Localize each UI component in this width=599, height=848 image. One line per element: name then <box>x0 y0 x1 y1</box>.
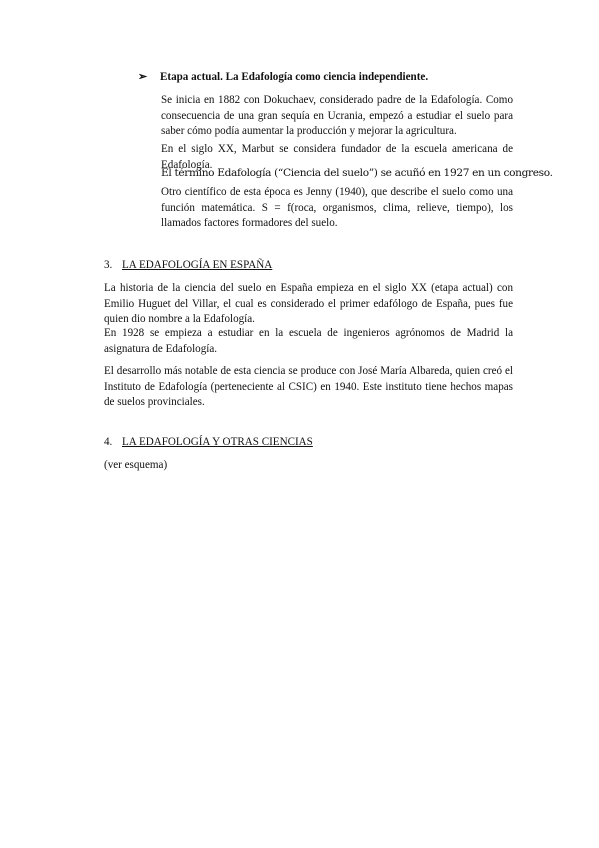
note-ver-esquema: (ver esquema) <box>104 459 168 471</box>
section-heading-4 <box>104 435 313 450</box>
bullet-heading-text: Etapa actual. La Edafología como ciencia independiente. <box>160 71 429 83</box>
section-title: LA EDAFOLOGÍA Y OTRAS CIENCIAS <box>122 436 313 448</box>
section-number: 4. <box>104 436 113 448</box>
paragraph-marbut: En el siglo XX, Marbut se considera fundador de la escuela americana de Edafología. <box>161 143 513 171</box>
section-title: LA EDAFOLOGÍA EN ESPAÑA <box>122 259 273 271</box>
bullet-heading <box>138 70 428 85</box>
paragraph-termino: El término Edafología (“Ciencia del suelo”) se acuñó en 1927 en un congreso. <box>161 167 553 179</box>
section-heading-3 <box>104 258 272 273</box>
paragraph-albareda: El desarrollo más notable de esta ciencia se produce con José María Albareda, quien creó el Instituto de Edafología (perteneciente al CSIC) en 1940. Este instituto tiene hechos mapas de suelos provinciales. <box>104 365 513 409</box>
paragraph-dokuchaev: Se inicia en 1882 con Dokuchaev, considerado padre de la Edafología. Como consecuencia de una gran sequía en Ucrania, empezó a estudiar el suelo para saber cómo podía aumentar la producción y mejorar la agricultura. <box>161 94 513 138</box>
arrow-bullet-icon: ➢ <box>138 71 148 83</box>
paragraph-jenny: Otro científico de esta época es Jenny (1940), que describe el suelo como una función matemática. S = f(roca, organismos, clima, relieve, tiempo), los llamados factores formadores del suelo. <box>161 186 513 230</box>
section-number: 3. <box>104 259 113 271</box>
paragraph-1928: En 1928 se empieza a estudiar en la escuela de ingenieros agrónomos de Madrid la asignatura de Edafología. <box>104 327 513 355</box>
paragraph-historia: La historia de la ciencia del suelo en España empieza en el siglo XX (etapa actual) con Emilio Huguet del Villar, el cual es considerado el primer edafólogo de España, pues fue quien dio nombre a la Edafología. <box>104 282 513 326</box>
